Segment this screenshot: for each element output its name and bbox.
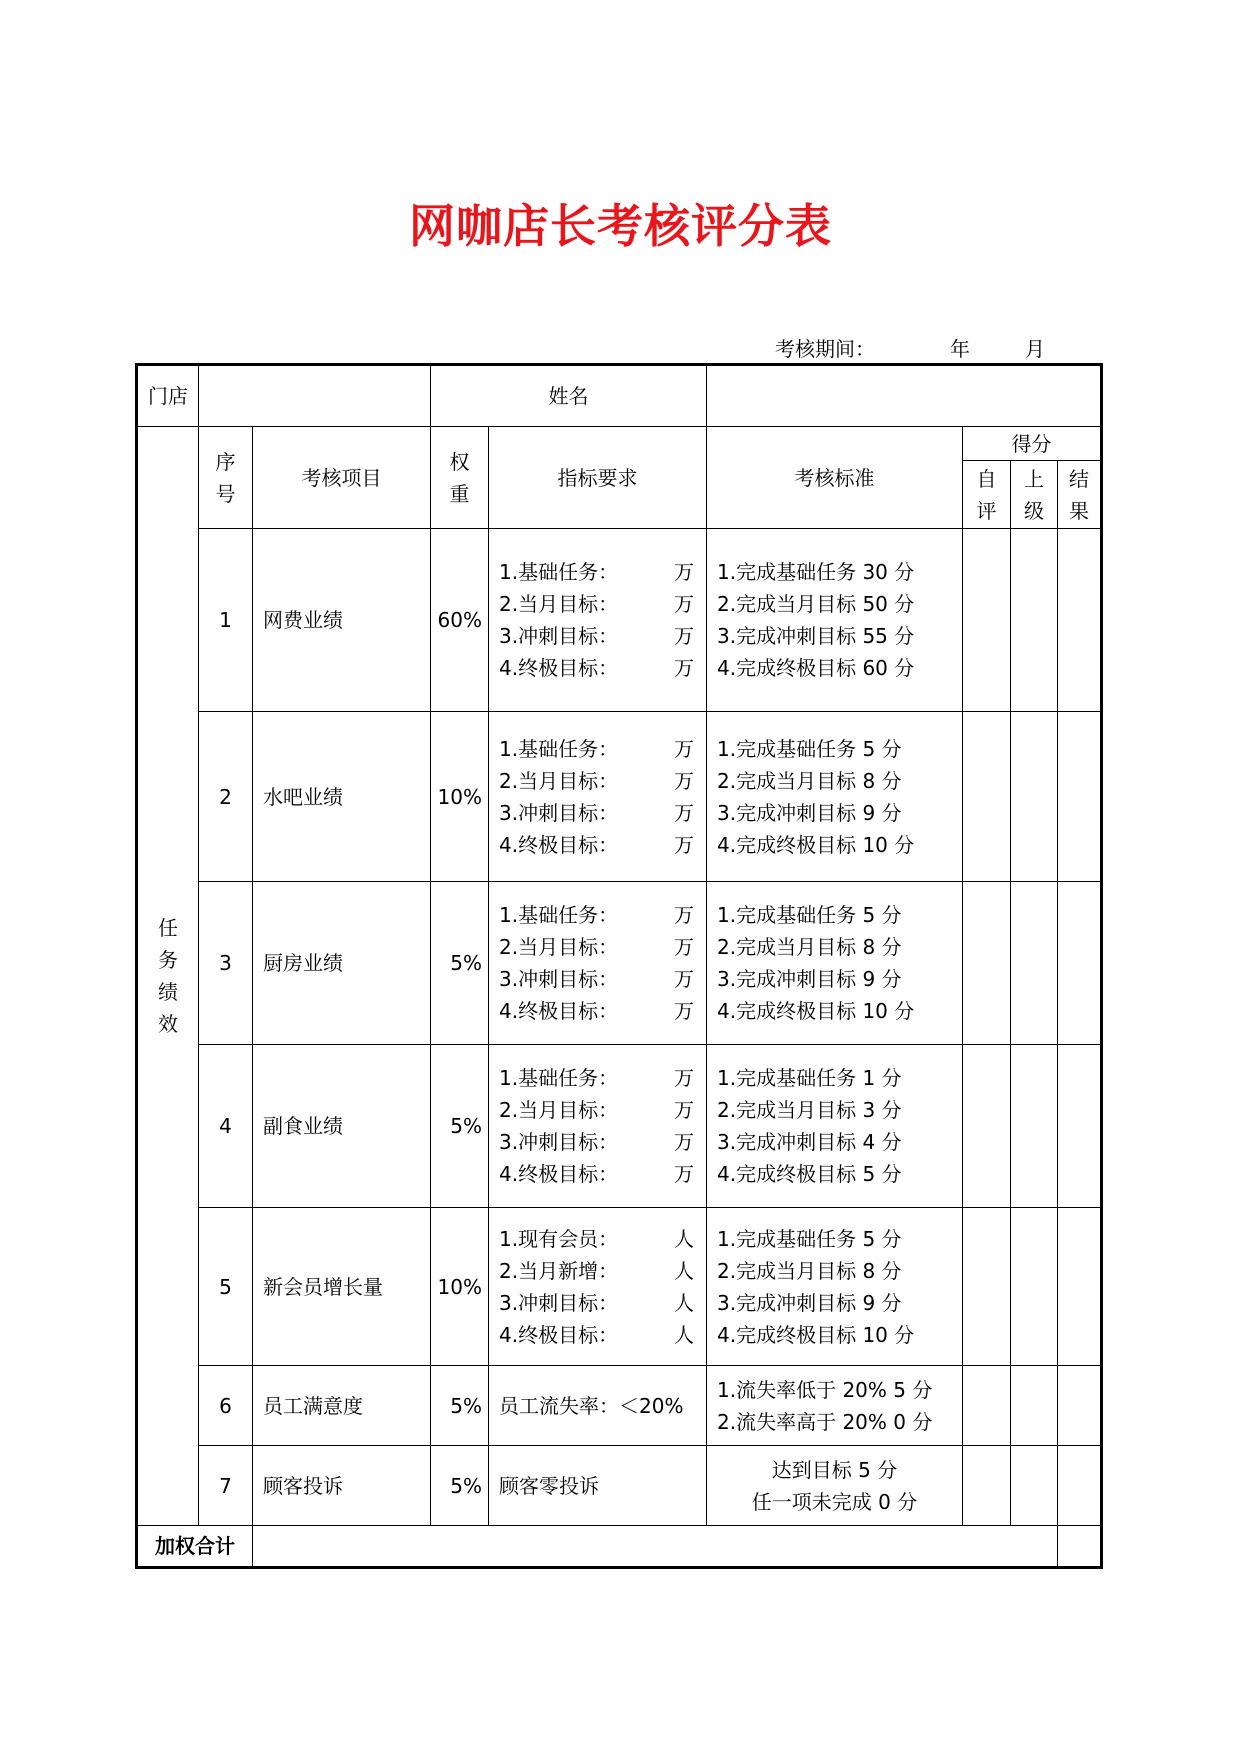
- table-row: [137, 1446, 1102, 1526]
- superior-score-cell[interactable]: [1011, 882, 1058, 1045]
- store-label: 门店: [137, 365, 199, 427]
- requirement-line: [499, 620, 706, 652]
- self-score-cell[interactable]: [963, 529, 1011, 712]
- requirement-line: [499, 1319, 706, 1351]
- standard-line: 任一项未完成 0 分: [751, 1489, 918, 1514]
- requirement-unit: 万: [674, 1162, 694, 1186]
- requirement-unit: 万: [674, 800, 694, 825]
- row-item: 网费业绩: [253, 529, 431, 712]
- row-weight: 10%: [431, 712, 489, 882]
- requirement-label: 2.当月新增：: [499, 1258, 619, 1283]
- requirement-label: 3.冲刺目标：: [499, 967, 619, 991]
- row-item: 顾客投诉: [253, 1446, 431, 1526]
- header-info-row: [137, 365, 1102, 427]
- requirement-line: [499, 931, 706, 963]
- column-header-row-1: [137, 427, 1102, 461]
- total-label: 加权合计: [137, 1526, 253, 1568]
- row-item: 水吧业绩: [253, 712, 431, 882]
- self-score-cell[interactable]: [963, 1045, 1011, 1208]
- row-standard: [707, 529, 963, 712]
- requirement-unit: 万: [674, 560, 694, 584]
- standard-line: 3.完成冲刺目标 9 分: [717, 800, 902, 825]
- period-label: 考核期间：: [775, 337, 875, 361]
- row-seq: 2: [199, 712, 253, 882]
- requirement-unit: 万: [674, 935, 694, 959]
- table-row: [137, 882, 1102, 1045]
- category-char: 效: [158, 1012, 178, 1036]
- row-weight: 60%: [431, 529, 489, 712]
- row-seq: 7: [199, 1446, 253, 1526]
- row-standard: [707, 882, 963, 1045]
- self-score-cell[interactable]: [963, 882, 1011, 1045]
- requirement-unit: 人: [674, 1226, 694, 1251]
- requirement-label: 1.基础任务：: [499, 903, 619, 927]
- requirement-unit: 万: [674, 967, 694, 991]
- table-row: [137, 1045, 1102, 1208]
- requirement-unit: 万: [674, 999, 694, 1023]
- requirement-unit: 人: [674, 1258, 694, 1283]
- standard-line: 2.完成当月目标 3 分: [717, 1098, 902, 1122]
- standard-line: 达到目标 5 分: [771, 1457, 898, 1482]
- requirement-label: 1.基础任务：: [499, 560, 619, 584]
- standard-line: 1.完成基础任务 5 分: [717, 1226, 902, 1251]
- requirement-unit: 万: [674, 1098, 694, 1122]
- requirement-unit: 人: [674, 1322, 694, 1347]
- row-weight: 5%: [431, 1446, 489, 1526]
- requirement-label: 4.终极目标：: [499, 832, 619, 857]
- requirement-label: 2.当月目标：: [499, 592, 619, 616]
- requirement-line: [499, 588, 706, 620]
- requirement-label: 1.基础任务：: [499, 736, 619, 761]
- superior-score-cell[interactable]: [1011, 1446, 1058, 1526]
- row-requirement: [489, 712, 707, 882]
- standard-line: 2.流失率高于 20% 0 分: [717, 1409, 933, 1434]
- row-requirement: [489, 1208, 707, 1366]
- row-seq: 3: [199, 882, 253, 1045]
- requirement-unit: 万: [674, 736, 694, 761]
- requirement-line: [499, 797, 706, 829]
- seq-header: 序 号: [199, 427, 253, 529]
- standard-line: 2.完成当月目标 8 分: [717, 768, 902, 793]
- row-seq: 1: [199, 529, 253, 712]
- name-label: 姓名: [431, 365, 707, 427]
- self-score-cell[interactable]: [963, 1208, 1011, 1366]
- row-requirement: [489, 1045, 707, 1208]
- result-score-cell[interactable]: [1058, 712, 1102, 882]
- result-score-header: 结 果: [1058, 461, 1102, 529]
- name-field[interactable]: [707, 365, 1102, 427]
- requirement-line: [499, 1223, 706, 1255]
- requirement-unit: 万: [674, 1130, 694, 1154]
- standard-line: 3.完成冲刺目标 9 分: [717, 967, 902, 991]
- result-score-cell[interactable]: [1058, 529, 1102, 712]
- category-char: 任: [158, 916, 178, 940]
- requirement-label: 2.当月目标：: [499, 935, 619, 959]
- superior-score-cell[interactable]: [1011, 529, 1058, 712]
- period-year: 年: [950, 337, 970, 361]
- table-row: [137, 529, 1102, 712]
- row-weight: 5%: [431, 1366, 489, 1446]
- requirement-line: [499, 995, 706, 1027]
- superior-score-cell[interactable]: [1011, 1045, 1058, 1208]
- superior-score-cell[interactable]: [1011, 712, 1058, 882]
- requirement-line: [499, 1158, 706, 1190]
- total-row: [137, 1526, 1102, 1568]
- result-score-cell[interactable]: [1058, 1366, 1102, 1446]
- row-requirement: [489, 882, 707, 1045]
- requirement-unit: 人: [674, 1290, 694, 1315]
- requirement-unit: 万: [674, 768, 694, 793]
- row-item: 新会员增长量: [253, 1208, 431, 1366]
- requirement-unit: 万: [674, 903, 694, 927]
- standard-line: 4.完成终极目标 10 分: [717, 999, 915, 1023]
- standard-line: 1.完成基础任务 5 分: [717, 903, 902, 927]
- result-score-cell[interactable]: [1058, 1446, 1102, 1526]
- self-score-header: 自 评: [963, 461, 1011, 529]
- requirement-line: [499, 1287, 706, 1319]
- superior-score-cell[interactable]: [1011, 1208, 1058, 1366]
- row-seq: 4: [199, 1045, 253, 1208]
- standard-line: 1.流失率低于 20% 5 分: [717, 1377, 933, 1402]
- row-weight: 10%: [431, 1208, 489, 1366]
- standard-line: 4.完成终极目标 60 分: [717, 656, 915, 680]
- requirement-line: [499, 1255, 706, 1287]
- requirement-line: [499, 1126, 706, 1158]
- standard-line: 1.完成基础任务 30 分: [717, 560, 915, 584]
- self-score-cell[interactable]: [963, 1366, 1011, 1446]
- requirement-line: [499, 765, 706, 797]
- table-row: [137, 1208, 1102, 1366]
- row-weight: 5%: [431, 882, 489, 1045]
- row-seq: 6: [199, 1366, 253, 1446]
- standard-header: 考核标准: [707, 427, 963, 529]
- requirement-unit: 万: [674, 656, 694, 680]
- requirement-header: 指标要求: [489, 427, 707, 529]
- requirement-label: 3.冲刺目标：: [499, 1130, 619, 1154]
- requirement-label: 2.当月目标：: [499, 1098, 619, 1122]
- row-requirement: 顾客零投诉: [489, 1446, 707, 1526]
- standard-line: 4.完成终极目标 10 分: [717, 1322, 915, 1347]
- requirement-label: 3.冲刺目标：: [499, 800, 619, 825]
- row-requirement: 员工流失率：＜20%: [489, 1366, 707, 1446]
- requirement-label: 1.现有会员：: [499, 1226, 619, 1251]
- standard-line: 1.完成基础任务 5 分: [717, 736, 902, 761]
- score-header: 得分: [963, 427, 1102, 461]
- standard-line: 2.完成当月目标 50 分: [717, 592, 915, 616]
- requirement-label: 3.冲刺目标：: [499, 1290, 619, 1315]
- table-row: [137, 712, 1102, 882]
- weight-header: 权 重: [431, 427, 489, 529]
- self-score-cell[interactable]: [963, 1446, 1011, 1526]
- requirement-line: [499, 556, 706, 588]
- requirement-label: 4.终极目标：: [499, 656, 619, 680]
- requirement-line: [499, 652, 706, 684]
- standard-line: 2.完成当月目标 8 分: [717, 935, 902, 959]
- row-standard: [707, 1446, 963, 1526]
- period-month: 月: [1025, 337, 1045, 361]
- requirement-label: 4.终极目标：: [499, 999, 619, 1023]
- store-field[interactable]: [199, 365, 431, 427]
- standard-line: 1.完成基础任务 1 分: [717, 1066, 902, 1090]
- standard-line: 4.完成终极目标 10 分: [717, 832, 915, 857]
- requirement-unit: 万: [674, 832, 694, 857]
- requirement-label: 1.基础任务：: [499, 1066, 619, 1090]
- row-item: 副食业绩: [253, 1045, 431, 1208]
- evaluation-table: [135, 363, 1103, 1569]
- table-row: [137, 1366, 1102, 1446]
- requirement-unit: 万: [674, 592, 694, 616]
- row-standard: [707, 1045, 963, 1208]
- requirement-unit: 万: [674, 1066, 694, 1090]
- row-standard: [707, 1208, 963, 1366]
- requirement-label: 3.冲刺目标：: [499, 624, 619, 648]
- result-score-cell[interactable]: [1058, 1045, 1102, 1208]
- requirement-line: [499, 899, 706, 931]
- requirement-label: 4.终极目标：: [499, 1322, 619, 1347]
- item-header: 考核项目: [253, 427, 431, 529]
- page-title: 网咖店长考核评分表: [409, 199, 832, 253]
- result-score-cell[interactable]: [1058, 1208, 1102, 1366]
- requirement-label: 4.终极目标：: [499, 1162, 619, 1186]
- standard-line: 4.完成终极目标 5 分: [717, 1162, 902, 1186]
- total-value[interactable]: [253, 1526, 1058, 1568]
- standard-line: 3.完成冲刺目标 4 分: [717, 1130, 902, 1154]
- superior-score-cell[interactable]: [1011, 1366, 1058, 1446]
- standard-line: 3.完成冲刺目标 55 分: [717, 624, 915, 648]
- standard-line: 3.完成冲刺目标 9 分: [717, 1290, 902, 1315]
- standard-line: 2.完成当月目标 8 分: [717, 1258, 902, 1283]
- requirement-line: [499, 1062, 706, 1094]
- row-weight: 5%: [431, 1045, 489, 1208]
- requirement-line: [499, 963, 706, 995]
- row-seq: 5: [199, 1208, 253, 1366]
- category-char: 务: [158, 948, 178, 972]
- requirement-label: 2.当月目标：: [499, 768, 619, 793]
- row-standard: [707, 712, 963, 882]
- self-score-cell[interactable]: [963, 712, 1011, 882]
- result-score-cell[interactable]: [1058, 882, 1102, 1045]
- superior-score-header: 上 级: [1011, 461, 1058, 529]
- requirement-line: [499, 829, 706, 861]
- row-standard: [707, 1366, 963, 1446]
- category-cell: [137, 427, 199, 1526]
- row-item: 厨房业绩: [253, 882, 431, 1045]
- requirement-unit: 万: [674, 624, 694, 648]
- category-char: 绩: [158, 980, 178, 1004]
- requirement-line: [499, 1094, 706, 1126]
- row-requirement: [489, 529, 707, 712]
- row-item: 员工满意度: [253, 1366, 431, 1446]
- requirement-line: [499, 733, 706, 765]
